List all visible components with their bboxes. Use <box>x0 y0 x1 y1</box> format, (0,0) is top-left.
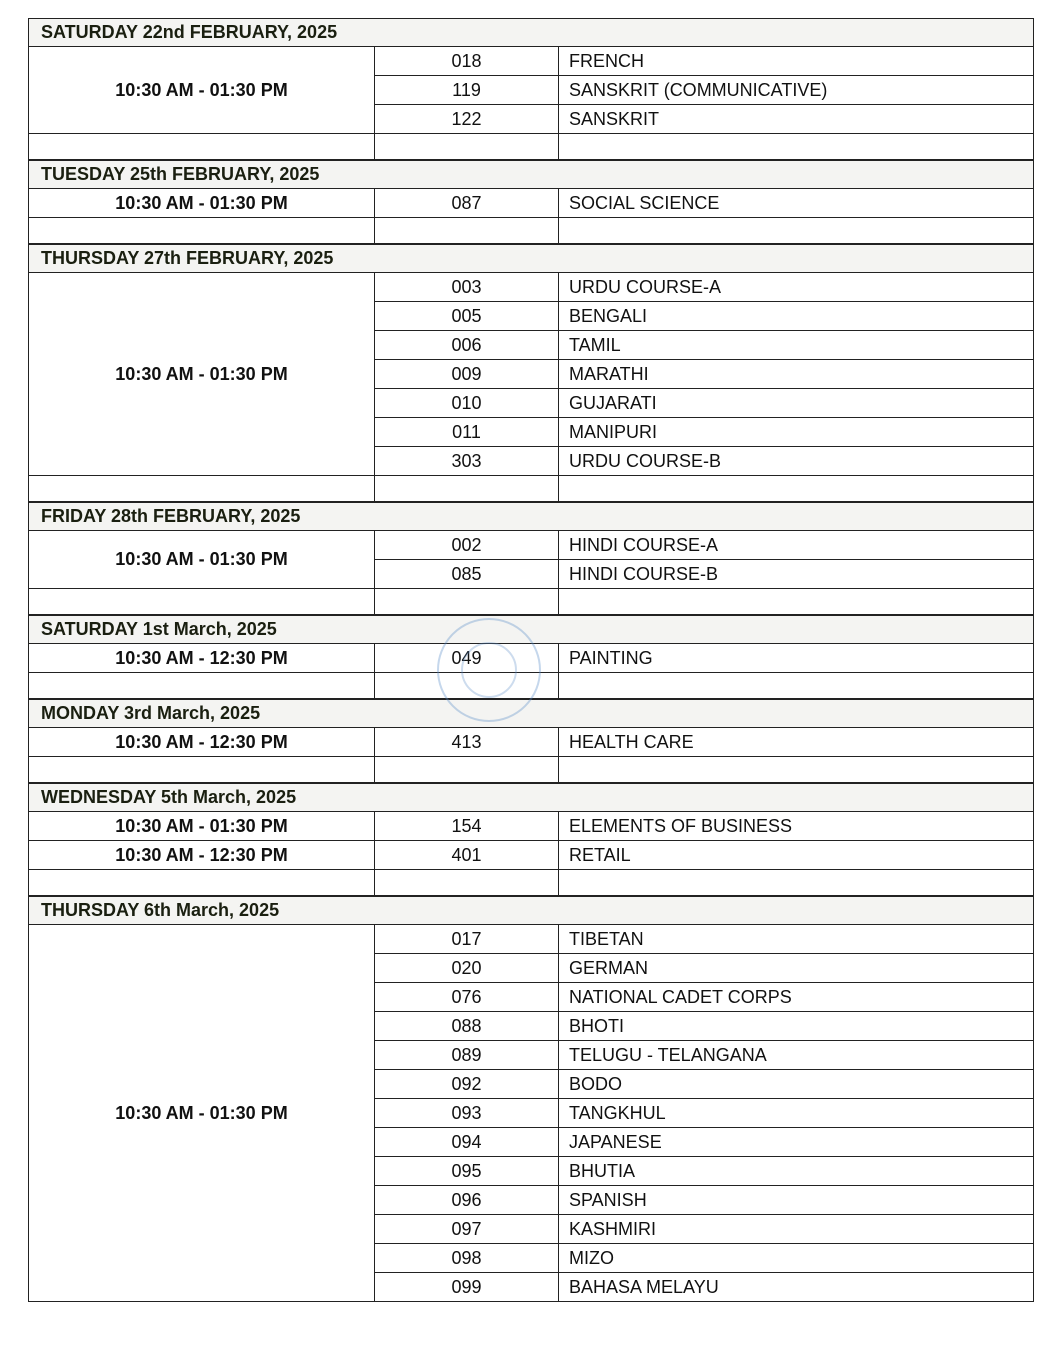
blank-cell <box>29 476 375 502</box>
subject-code-cell: 020 <box>375 954 559 983</box>
table-row <box>29 531 1034 560</box>
subject-name-cell: RETAIL <box>559 841 1034 870</box>
subject-code-cell: 009 <box>375 360 559 389</box>
exam-day-header: TUESDAY 25th FEBRUARY, 2025 <box>28 160 1034 188</box>
subject-name-cell: HEALTH CARE <box>559 728 1034 757</box>
blank-cell <box>375 757 559 783</box>
table-row <box>29 925 1034 954</box>
subject-name-cell: GERMAN <box>559 954 1034 983</box>
table-row <box>29 644 1034 673</box>
subject-name-cell: TAMIL <box>559 331 1034 360</box>
blank-row <box>29 673 1034 699</box>
subject-code-cell: 076 <box>375 983 559 1012</box>
subject-name-cell: SANSKRIT (COMMUNICATIVE) <box>559 76 1034 105</box>
subject-code-cell: 003 <box>375 273 559 302</box>
subject-name-cell: ELEMENTS OF BUSINESS <box>559 812 1034 841</box>
subject-code-cell: 002 <box>375 531 559 560</box>
table-row <box>29 273 1034 302</box>
subject-code-cell: 005 <box>375 302 559 331</box>
exam-day-header: THURSDAY 27th FEBRUARY, 2025 <box>28 244 1034 272</box>
subject-name-cell: BODO <box>559 1070 1034 1099</box>
exam-day-table <box>28 924 1034 1302</box>
exam-date-sheet <box>28 18 1034 1302</box>
subject-code-cell: 401 <box>375 841 559 870</box>
exam-time-cell: 10:30 AM - 01:30 PM <box>29 47 375 134</box>
subject-code-cell: 303 <box>375 447 559 476</box>
exam-time-cell: 10:30 AM - 12:30 PM <box>29 728 375 757</box>
subject-code-cell: 018 <box>375 47 559 76</box>
blank-cell <box>559 476 1034 502</box>
exam-day-table <box>28 188 1034 244</box>
subject-name-cell: SANSKRIT <box>559 105 1034 134</box>
blank-cell <box>375 134 559 160</box>
exam-time-cell: 10:30 AM - 12:30 PM <box>29 841 375 870</box>
subject-code-cell: 089 <box>375 1041 559 1070</box>
blank-cell <box>375 589 559 615</box>
subject-code-cell: 092 <box>375 1070 559 1099</box>
exam-day-table <box>28 272 1034 502</box>
subject-name-cell: KASHMIRI <box>559 1215 1034 1244</box>
table-row <box>29 189 1034 218</box>
subject-code-cell: 122 <box>375 105 559 134</box>
exam-day-table <box>28 811 1034 896</box>
subject-code-cell: 010 <box>375 389 559 418</box>
blank-cell <box>29 757 375 783</box>
exam-day-table <box>28 643 1034 699</box>
subject-name-cell: MARATHI <box>559 360 1034 389</box>
subject-code-cell: 017 <box>375 925 559 954</box>
exam-time-cell: 10:30 AM - 01:30 PM <box>29 925 375 1302</box>
subject-code-cell: 006 <box>375 331 559 360</box>
table-row <box>29 728 1034 757</box>
blank-cell <box>559 134 1034 160</box>
subject-name-cell: GUJARATI <box>559 389 1034 418</box>
exam-time-cell: 10:30 AM - 01:30 PM <box>29 531 375 589</box>
exam-day-table <box>28 46 1034 160</box>
subject-code-cell: 011 <box>375 418 559 447</box>
subject-code-cell: 097 <box>375 1215 559 1244</box>
subject-code-cell: 154 <box>375 812 559 841</box>
exam-time-cell: 10:30 AM - 01:30 PM <box>29 189 375 218</box>
exam-day-header: WEDNESDAY 5th March, 2025 <box>28 783 1034 811</box>
exam-day-header: THURSDAY 6th March, 2025 <box>28 896 1034 924</box>
table-row <box>29 47 1034 76</box>
blank-cell <box>375 870 559 896</box>
blank-cell <box>29 589 375 615</box>
subject-name-cell: SOCIAL SCIENCE <box>559 189 1034 218</box>
blank-cell <box>29 870 375 896</box>
blank-cell <box>559 589 1034 615</box>
blank-row <box>29 870 1034 896</box>
subject-name-cell: NATIONAL CADET CORPS <box>559 983 1034 1012</box>
exam-time-cell: 10:30 AM - 12:30 PM <box>29 644 375 673</box>
blank-row <box>29 476 1034 502</box>
blank-row <box>29 757 1034 783</box>
subject-name-cell: TIBETAN <box>559 925 1034 954</box>
blank-cell <box>375 673 559 699</box>
exam-time-cell: 10:30 AM - 01:30 PM <box>29 812 375 841</box>
exam-day-table <box>28 530 1034 615</box>
subject-name-cell: TANGKHUL <box>559 1099 1034 1128</box>
subject-name-cell: SPANISH <box>559 1186 1034 1215</box>
blank-cell <box>559 218 1034 244</box>
subject-code-cell: 099 <box>375 1273 559 1302</box>
table-row <box>29 841 1034 870</box>
subject-code-cell: 093 <box>375 1099 559 1128</box>
subject-name-cell: HINDI COURSE-A <box>559 531 1034 560</box>
subject-code-cell: 088 <box>375 1012 559 1041</box>
subject-code-cell: 119 <box>375 76 559 105</box>
subject-name-cell: BHOTI <box>559 1012 1034 1041</box>
subject-name-cell: FRENCH <box>559 47 1034 76</box>
blank-cell <box>375 218 559 244</box>
subject-name-cell: URDU COURSE-B <box>559 447 1034 476</box>
subject-name-cell: MANIPURI <box>559 418 1034 447</box>
subject-name-cell: JAPANESE <box>559 1128 1034 1157</box>
blank-cell <box>29 134 375 160</box>
subject-name-cell: URDU COURSE-A <box>559 273 1034 302</box>
exam-day-header: FRIDAY 28th FEBRUARY, 2025 <box>28 502 1034 530</box>
blank-cell <box>29 673 375 699</box>
subject-name-cell: TELUGU - TELANGANA <box>559 1041 1034 1070</box>
subject-code-cell: 049 <box>375 644 559 673</box>
blank-cell <box>375 476 559 502</box>
table-row <box>29 812 1034 841</box>
subject-name-cell: PAINTING <box>559 644 1034 673</box>
exam-day-header: SATURDAY 22nd FEBRUARY, 2025 <box>28 18 1034 46</box>
blank-cell <box>559 870 1034 896</box>
subject-name-cell: MIZO <box>559 1244 1034 1273</box>
subject-name-cell: BHUTIA <box>559 1157 1034 1186</box>
exam-day-header: MONDAY 3rd March, 2025 <box>28 699 1034 727</box>
blank-row <box>29 134 1034 160</box>
exam-day-table <box>28 727 1034 783</box>
subject-code-cell: 094 <box>375 1128 559 1157</box>
blank-row <box>29 589 1034 615</box>
blank-row <box>29 218 1034 244</box>
subject-name-cell: HINDI COURSE-B <box>559 560 1034 589</box>
subject-name-cell: BAHASA MELAYU <box>559 1273 1034 1302</box>
subject-code-cell: 095 <box>375 1157 559 1186</box>
subject-code-cell: 096 <box>375 1186 559 1215</box>
subject-code-cell: 085 <box>375 560 559 589</box>
subject-code-cell: 413 <box>375 728 559 757</box>
blank-cell <box>559 673 1034 699</box>
subject-code-cell: 087 <box>375 189 559 218</box>
exam-day-header: SATURDAY 1st March, 2025 <box>28 615 1034 643</box>
blank-cell <box>559 757 1034 783</box>
subject-name-cell: BENGALI <box>559 302 1034 331</box>
exam-time-cell: 10:30 AM - 01:30 PM <box>29 273 375 476</box>
blank-cell <box>29 218 375 244</box>
subject-code-cell: 098 <box>375 1244 559 1273</box>
